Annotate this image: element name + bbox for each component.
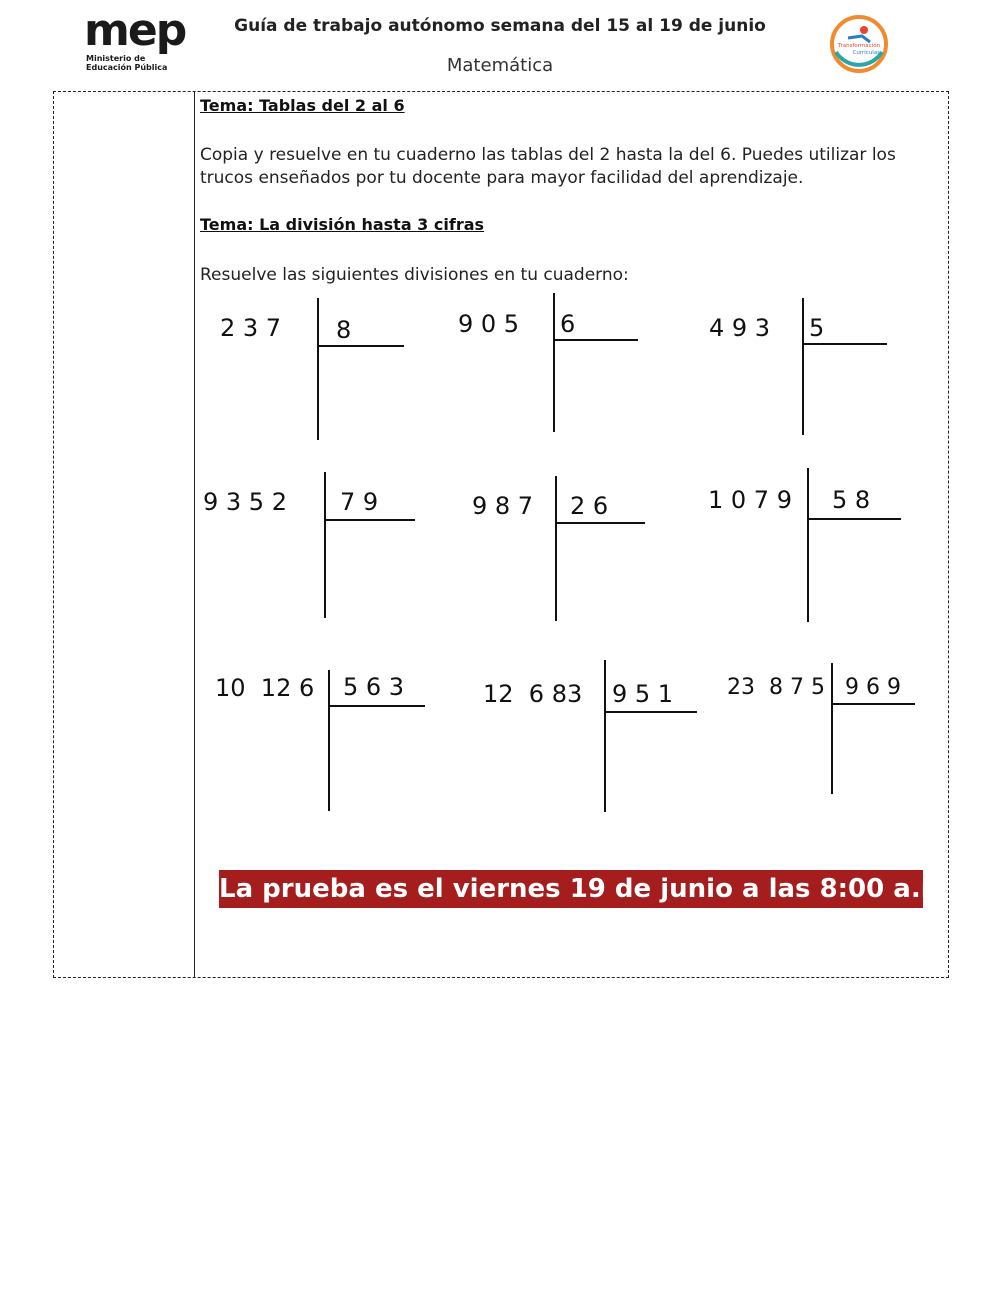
divisor: 8	[336, 316, 352, 344]
division-vertical-line	[328, 670, 330, 811]
dividend: 1 0 7 9	[708, 486, 792, 514]
divisor: 5 8	[832, 486, 871, 514]
right-logo-line1: Transformación	[837, 43, 881, 49]
dividend: 4 9 3	[709, 314, 771, 342]
divisor: 2 6	[570, 492, 609, 520]
division-horizontal-line	[807, 518, 901, 520]
document-title: Guía de trabajo autónomo semana del 15 al 19 de junio	[234, 16, 766, 36]
mep-logo-caption	[86, 54, 167, 72]
exam-date-banner: La prueba es el viernes 19 de junio a las 8:00 a.m.	[219, 874, 958, 904]
transformacion-curricular-logo	[826, 12, 892, 76]
division-vertical-line	[807, 468, 809, 622]
division-vertical-line	[604, 660, 606, 812]
divisor: 9 6 9	[845, 675, 901, 700]
division-horizontal-line	[604, 711, 697, 713]
instructions-tablas: Copia y resuelve en tu cuaderno las tablas del 2 hasta la del 6. Puedes utilizar los trucos enseñados por tu docente para mayor facilidad del aprendizaje.	[200, 145, 896, 188]
division-vertical-line	[317, 298, 319, 440]
divisor: 5 6 3	[343, 673, 405, 701]
division-horizontal-line	[324, 519, 415, 521]
topic-tablas: Tema: Tablas del 2 al 6	[200, 96, 405, 115]
curricular-emblem-icon	[826, 12, 892, 76]
column-divider	[194, 91, 195, 978]
division-horizontal-line	[831, 703, 915, 705]
division-horizontal-line	[555, 522, 645, 524]
division-vertical-line	[555, 476, 557, 621]
divisor: 6	[560, 310, 576, 338]
topic-division: Tema: La división hasta 3 cifras	[200, 215, 485, 234]
division-vertical-line	[553, 293, 555, 432]
mep-logo: mep	[84, 5, 186, 56]
right-logo-line2: Curricular	[852, 50, 880, 56]
division-horizontal-line	[553, 339, 638, 341]
divisor: 7 9	[340, 488, 379, 516]
division-horizontal-line	[328, 705, 425, 707]
document-subject: Matemática	[446, 55, 554, 76]
divisor: 5	[809, 314, 825, 342]
mep-logo-caption-line2: Educación Pública	[86, 63, 168, 72]
dividend: 9 0 5	[458, 310, 520, 338]
left-column-cell	[53, 91, 194, 978]
division-horizontal-line	[317, 345, 404, 347]
division-vertical-line	[802, 298, 804, 435]
division-horizontal-line	[802, 343, 887, 345]
dividend: 10 12 6	[215, 674, 315, 702]
dividend: 9 3 5 2	[203, 488, 287, 516]
division-vertical-line	[324, 472, 326, 618]
dividend: 23 8 7 5	[727, 675, 825, 700]
division-vertical-line	[831, 663, 833, 794]
instructions-division: Resuelve las siguientes divisiones en tu cuaderno:	[200, 265, 629, 285]
dividend: 12 6 83	[483, 680, 583, 708]
mep-logo-caption-line1: Ministerio de	[86, 54, 146, 63]
dividend: 9 8 7	[472, 492, 534, 520]
divisor: 9 5 1	[612, 680, 674, 708]
dividend: 2 3 7	[220, 314, 282, 342]
